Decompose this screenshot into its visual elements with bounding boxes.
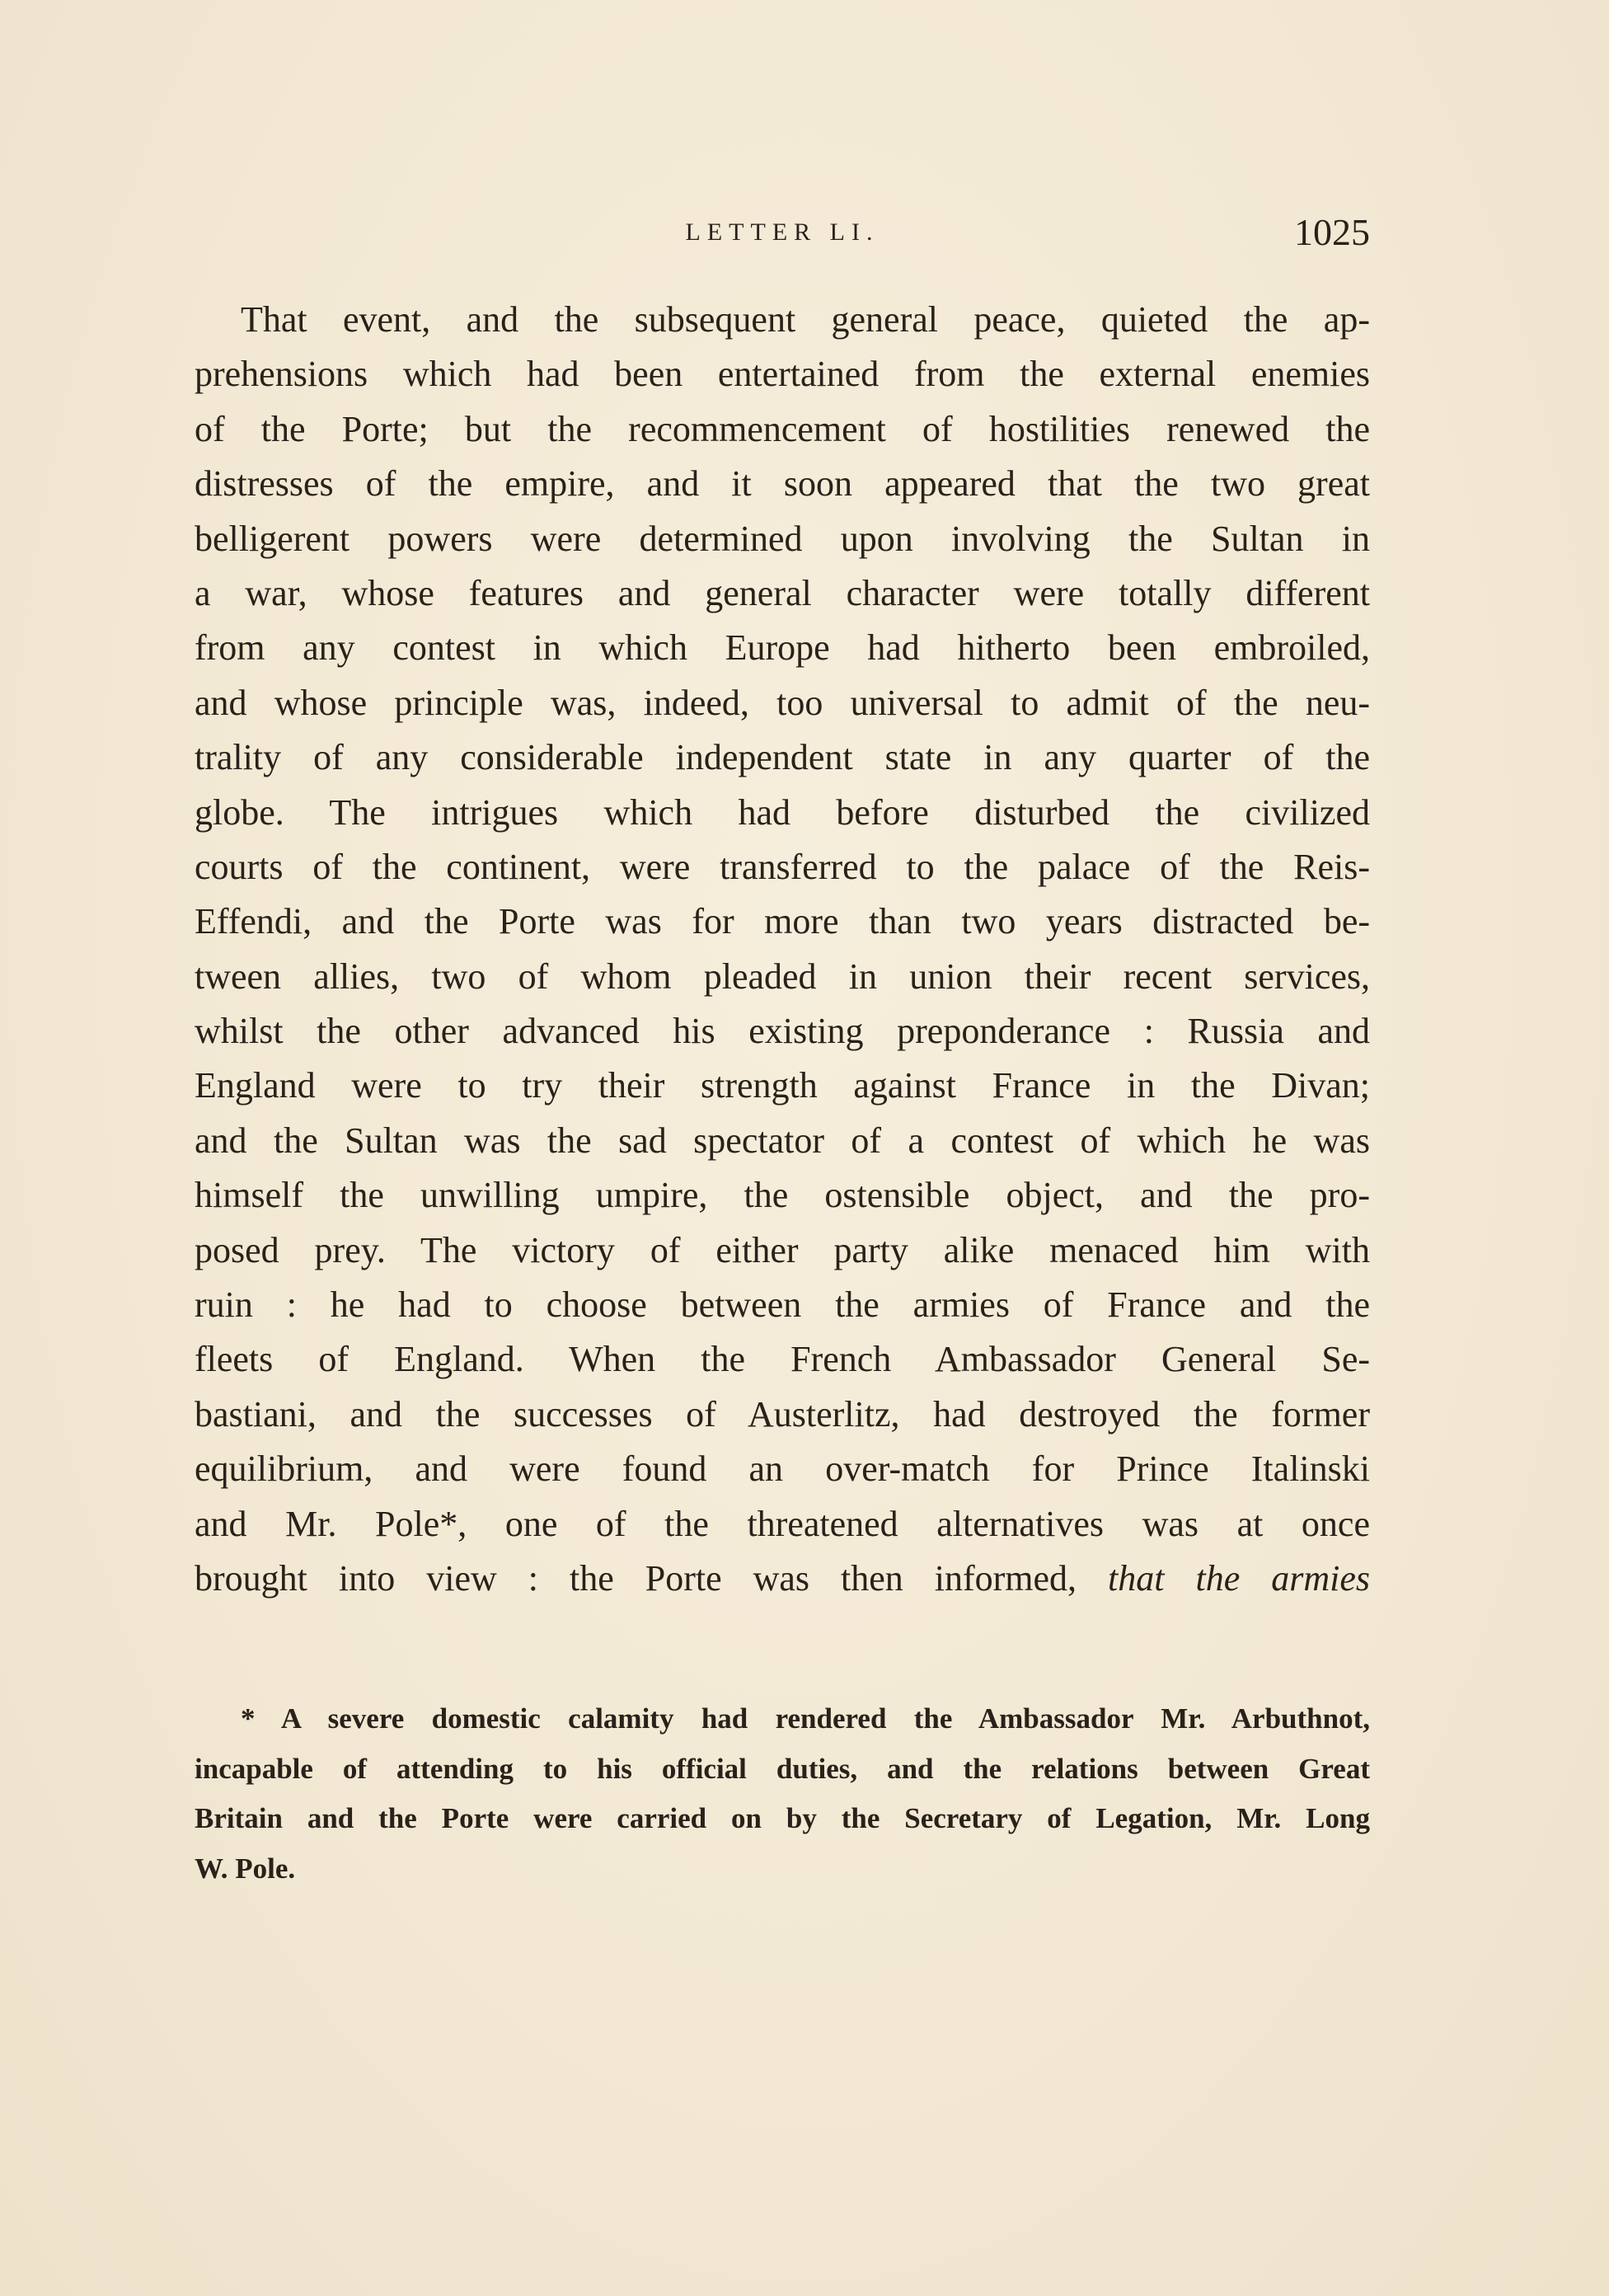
footnote-line: Britain and the Porte were carried on by the Secretary of Legation, Mr. Long	[195, 1802, 1370, 1834]
text-line: That event, and the subsequent general peace, quieted the ap-	[241, 299, 1370, 340]
text-line: England were to try their strength against France in the Divan;	[195, 1065, 1370, 1106]
last-line-roman: brought into view : the Porte was then informed,	[195, 1557, 1077, 1599]
page-number: 1025	[1294, 211, 1370, 253]
footnote-line: W. Pole.	[195, 1852, 296, 1885]
text-line: belligerent powers were determined upon involving the Sultan in	[195, 518, 1370, 559]
text-line: equilibrium, and were found an over-match for Prince Italinski	[195, 1448, 1370, 1490]
text-line: trality of any considerable independent state in any quarter of the	[195, 737, 1370, 778]
running-title: LETTER LI.	[685, 218, 880, 246]
last-line-italic: that the armies	[1108, 1557, 1370, 1599]
footnote-line: * A severe domestic calamity had rendered the Ambassador Mr. Arbuthnot,	[241, 1702, 1370, 1735]
text-line: prehensions which had been entertained from the external enemies	[195, 354, 1370, 395]
text-line: from any contest in which Europe had hitherto been embroiled,	[195, 627, 1370, 669]
footnote-line: incapable of attending to his official duties, and the relations between Great	[195, 1752, 1370, 1785]
text-line: bastiani, and the successes of Austerlitz, had destroyed the former	[195, 1393, 1370, 1434]
text-line: globe. The intrigues which had before disturbed the civilized	[195, 791, 1370, 833]
text-line: himself the unwilling umpire, the ostensible object, and the pro-	[195, 1175, 1370, 1216]
text-line: Effendi, and the Porte was for more than two years distracted be-	[195, 901, 1370, 942]
main-text	[195, 293, 1370, 1606]
text-line: courts of the continent, were transferred to the palace of the Reis-	[195, 846, 1370, 887]
text-line: a war, whose features and general character were totally different	[195, 572, 1370, 613]
text-line: fleets of England. When the French Ambassador General Se-	[195, 1339, 1370, 1380]
text-line: of the Porte; but the recommencement of hostilities renewed the	[195, 408, 1370, 449]
text-line: posed prey. The victory of either party alike menaced him with	[195, 1229, 1370, 1270]
text-line: and the Sultan was the sad spectator of a contest of which he was	[195, 1120, 1370, 1161]
text-line: ruin : he had to choose between the armies of France and the	[195, 1284, 1370, 1326]
running-head	[195, 210, 1370, 260]
footnote	[195, 1694, 1370, 1894]
text-line: whilst the other advanced his existing preponderance : Russia and	[195, 1011, 1370, 1052]
text-line: and whose principle was, indeed, too universal to admit of the neu-	[195, 682, 1370, 723]
text-line: and Mr. Pole*, one of the threatened alternatives was at once	[195, 1503, 1370, 1544]
text-line: distresses of the empire, and it soon appeared that the two great	[195, 463, 1370, 505]
text-line-last	[195, 1552, 1370, 1606]
text-line: tween allies, two of whom pleaded in union their recent services,	[195, 955, 1370, 997]
